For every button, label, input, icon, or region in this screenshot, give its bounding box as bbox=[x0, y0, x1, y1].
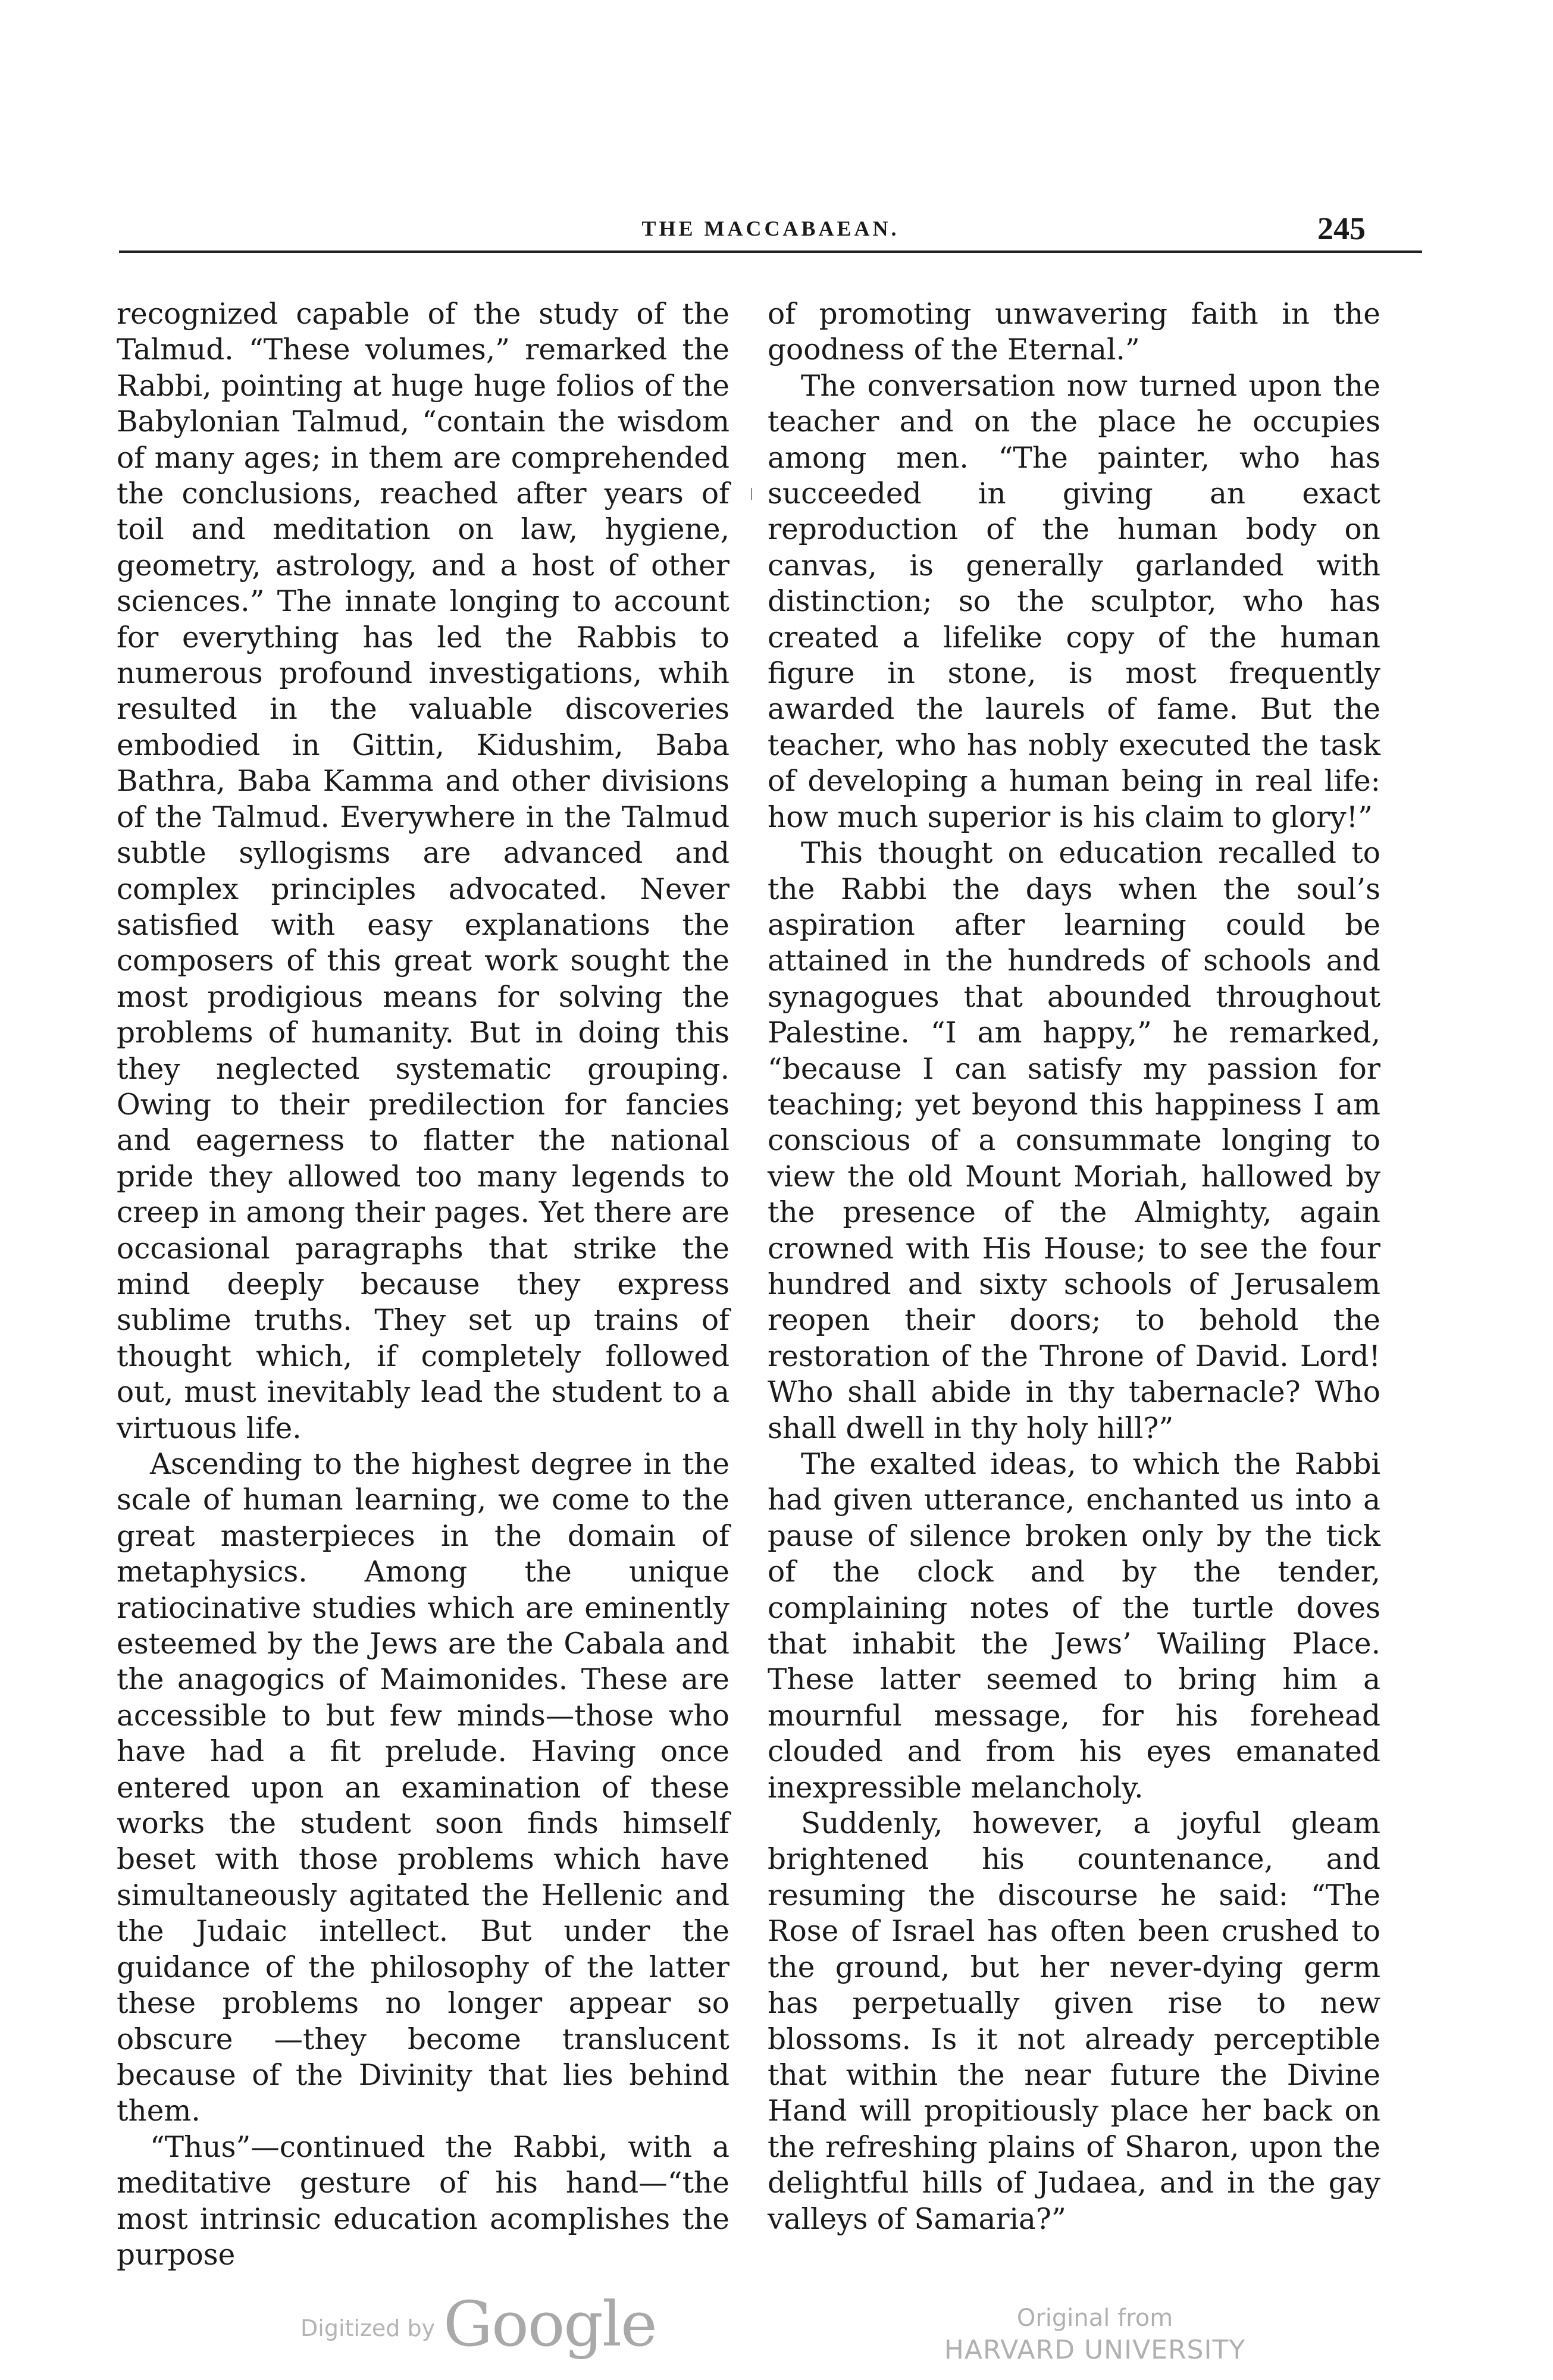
paragraph: The conversation now turned upon the teacher and on the place he occupies among men. “The painter, who has succeeded in giving an exact reproduction of the human body on canvas, is generally garlanded with distinction; so the sculptor, who has created a lifelike copy of the human figure in stone, is most frequently awarded the laurels of fame. But the teacher, who has nobly executed the task of developing a human being in real life: how much superior is his claim to glory!” bbox=[768, 369, 1380, 834]
digitized-by-label: Digitized by bbox=[300, 2315, 436, 2341]
column-divider bbox=[751, 488, 752, 500]
paragraph: “Thus”—continued the Rabbi, with a meditative gesture of his hand—“the most intrinsic education acomplishes the purpose bbox=[117, 2130, 729, 2272]
right-column bbox=[768, 296, 1380, 2237]
original-from-label: Original from bbox=[1016, 2304, 1173, 2332]
paragraph: of promoting unwavering faith in the goodness of the Eternal.” bbox=[768, 298, 1380, 367]
paragraph: This thought on education recalled to the Rabbi the days when the soul’s aspiration after learning could be attained in the hundreds of schools and synagogues that abounded throughout Palestine. “I am happy,” he remarked, “because I can satisfy my passion for teaching; yet beyond this happiness I am conscious of a consummate longing to view the old Mount Moriah, hallowed by the presence of the Almighty, again crowned with His House; to see the four hundred and sixty schools of Jerusalem reopen their doors; to behold the restoration of the Throne of David. Lord! Who shall abide in thy tabernacle? Who shall dwell in thy holy hill?” bbox=[768, 837, 1380, 1445]
paragraph: Suddenly, however, a joyful gleam brightened his countenance, and resuming the discourse he said: “The Rose of Israel has often been crushed to the ground, but her never-dying germ has perpetually given rise to new blossoms. Is it not already perceptible that within the near future the Divine Hand will propitiously place her back on the refreshing plains of Sharon, upon the delightful hills of Judaea, and in the gay valleys of Samaria?” bbox=[768, 1807, 1380, 2236]
google-logo: Google bbox=[443, 2288, 656, 2360]
header-rule bbox=[119, 250, 1422, 253]
provenance-watermark bbox=[940, 2303, 1250, 2367]
running-title: THE MACCABAEAN. bbox=[641, 217, 900, 240]
paragraph: recognized capable of the study of the Talmud. “These volumes,” remarked the Rabbi, pointing at huge huge folios of the Babylonian Talmud, “contain the wisdom of many ages; in them are comprehended the conclusions, reached after years of toil and meditation on law, hygiene, geometry, astrology, and a host of other sciences.” The innate longing to account for everything has led the Rabbis to numerous profound investigations, whih resulted in the valuable discoveries embodied in Gittin, Kidushim, Baba Bathra, Baba Kamma and other divisions of the Talmud. Everywhere in the Talmud subtle syllogisms are advanced and complex principles advocated. Never satisfied with easy explanations the composers of this great work sought the most prodigious means for solving the problems of humanity. But in doing this they neglected systematic grouping. Owing to their predilection for fancies and eagerness to flatter the national pride they allowed too many legends to creep in among their pages. Yet there are occasional paragraphs that strike the mind deeply because they express sublime truths. They set up trains of thought which, if completely followed out, must inevitably lead the student to a virtuous life. bbox=[117, 298, 729, 1445]
left-column bbox=[117, 296, 729, 2273]
page-number: 245 bbox=[1317, 211, 1366, 246]
paragraph: Ascending to the highest degree in the scale of human learning, we come to the great masterpieces in the domain of metaphysics. Among the unique ratiocinative studies which are eminently esteemed by the Jews are the Cabala and the anagogics of Maimonides. These are accessible to but few minds—those who have had a fit prelude. Having once entered upon an examination of these works the student soon finds himself beset with those problems which have simultaneously agitated the Hellenic and the Judaic intellect. But under the guidance of the philosophy of the latter these problems no longer appear so obscure —they become translucent because of the Divinity that lies behind them. bbox=[117, 1448, 729, 2128]
page-header bbox=[119, 211, 1422, 255]
paragraph: The exalted ideas, to which the Rabbi had given utterance, enchanted us into a pause of silence broken only by the tick of the clock and by the tender, complaining notes of the turtle doves that inhabit the Jews’ Wailing Place. These latter seemed to bring him a mournful message, for his forehead clouded and from his eyes emanated inexpressible melancholy. bbox=[768, 1448, 1380, 1805]
institution-name: HARVARD UNIVERSITY bbox=[944, 2335, 1246, 2365]
